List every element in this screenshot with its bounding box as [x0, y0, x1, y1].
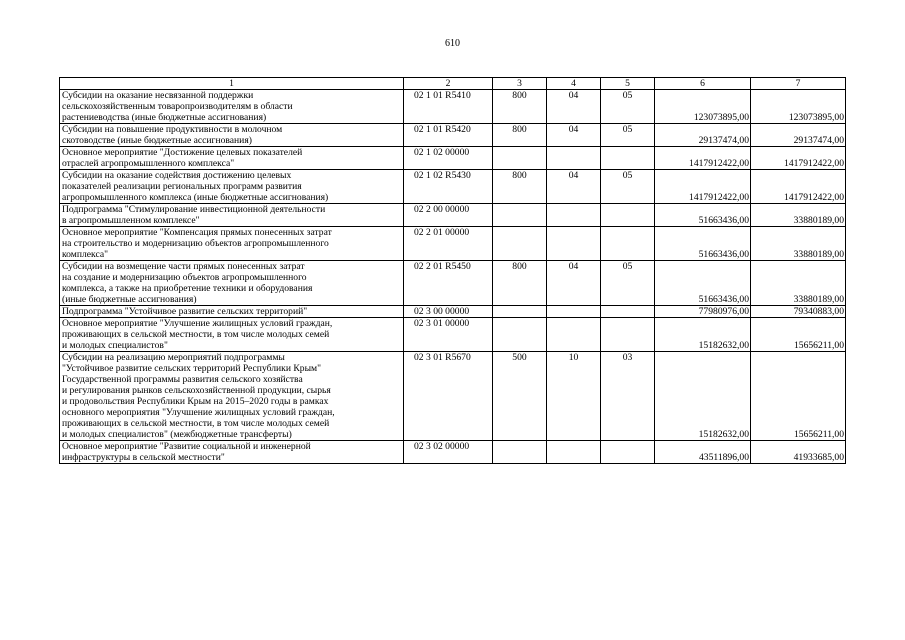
amount-year-2: 15656211,00	[751, 318, 846, 352]
section-code: 04	[547, 124, 601, 147]
description-line: и молодых специалистов"	[62, 340, 168, 351]
description-line: агропромышленного комплекса (иные бюджетные ассигнования)	[62, 192, 329, 203]
description-line: Субсидии на повышение продуктивности в молочном	[62, 124, 283, 135]
row-description	[60, 124, 404, 147]
amount-year-1: 123073895,00	[655, 90, 751, 124]
classification-code: 02 1 02 00000	[404, 147, 493, 170]
section-code	[547, 147, 601, 170]
header-col-4: 4	[547, 78, 601, 90]
row-description	[60, 306, 404, 318]
section-code	[547, 441, 601, 464]
description-line: Субсидии на возмещение части прямых понесенных затрат	[62, 261, 305, 272]
description-line: Субсидии на реализацию мероприятий подпрограммы	[62, 352, 285, 363]
section-code	[547, 204, 601, 227]
description-line: и молодых специалистов" (межбюджетные трансферты)	[62, 429, 292, 440]
description-line: Подпрограмма "Стимулирование инвестиционной деятельности	[62, 204, 326, 215]
amount-year-2: 41933685,00	[751, 441, 846, 464]
amount-year-1: 1417912422,00	[655, 147, 751, 170]
header-col-3: 3	[493, 78, 547, 90]
table-row	[60, 306, 846, 318]
description-line: Основное мероприятие "Достижение целевых показателей	[62, 147, 303, 158]
table-row	[60, 441, 846, 464]
classification-code: 02 1 01 R5420	[404, 124, 493, 147]
amount-year-2: 33880189,00	[751, 227, 846, 261]
expense-type-code	[493, 306, 547, 318]
row-description	[60, 147, 404, 170]
classification-code: 02 1 01 R5410	[404, 90, 493, 124]
description-line: проживающих в сельской местности, в том числе молодых семей	[62, 329, 330, 340]
description-line: (иные бюджетные ассигнования)	[62, 294, 197, 305]
subsection-code: 05	[601, 261, 655, 306]
header-col-1: 1	[60, 78, 404, 90]
amount-year-1: 15182632,00	[655, 352, 751, 441]
section-code: 10	[547, 352, 601, 441]
description-line: комплекса, а также на приобретение техники и оборудования	[62, 283, 313, 294]
row-description	[60, 170, 404, 204]
description-line: Субсидии на оказание несвязанной поддержки	[62, 90, 254, 101]
description-line: Подпрограмма "Устойчивое развитие сельских территорий"	[62, 306, 308, 317]
table-row	[60, 90, 846, 124]
table-row	[60, 124, 846, 147]
description-line: в агропромышленном комплексе"	[62, 215, 200, 226]
table-row	[60, 170, 846, 204]
subsection-code: 05	[601, 90, 655, 124]
row-description	[60, 318, 404, 352]
section-code: 04	[547, 90, 601, 124]
table-row	[60, 147, 846, 170]
amount-year-1: 1417912422,00	[655, 170, 751, 204]
subsection-code	[601, 227, 655, 261]
header-col-2: 2	[404, 78, 493, 90]
description-line: "Устойчивое развитие сельских территорий Республики Крым"	[62, 363, 322, 374]
classification-code: 02 3 00 00000	[404, 306, 493, 318]
amount-year-1: 77980976,00	[655, 306, 751, 318]
description-line: и продовольствия Республики Крым на 2015–2020 годы в рамках	[62, 396, 329, 407]
amount-year-2: 29137474,00	[751, 124, 846, 147]
description-line: Основное мероприятие "Улучшение жилищных условий граждан,	[62, 318, 333, 329]
description-line: основного мероприятия "Улучшение жилищных условий граждан,	[62, 407, 335, 418]
description-line: отраслей агропромышленного комплекса"	[62, 158, 235, 169]
expense-type-code	[493, 147, 547, 170]
table-row	[60, 227, 846, 261]
row-description	[60, 227, 404, 261]
description-line: сельскохозяйственным товаропроизводителям в области	[62, 101, 293, 112]
classification-code: 02 2 01 R5450	[404, 261, 493, 306]
subsection-code	[601, 306, 655, 318]
subsection-code	[601, 441, 655, 464]
amount-year-1: 51663436,00	[655, 261, 751, 306]
amount-year-1: 51663436,00	[655, 204, 751, 227]
row-description	[60, 352, 404, 441]
description-line: на строительство и модернизацию объектов агропромышленного	[62, 238, 329, 249]
description-line: проживающих в сельской местности, в том числе молодых семей	[62, 418, 330, 429]
header-col-6: 6	[655, 78, 751, 90]
header-col-7: 7	[751, 78, 846, 90]
amount-year-2: 33880189,00	[751, 204, 846, 227]
expense-type-code: 800	[493, 124, 547, 147]
subsection-code: 03	[601, 352, 655, 441]
description-line: Основное мероприятие "Развитие социальной и инженерной	[62, 441, 311, 452]
expense-type-code: 800	[493, 261, 547, 306]
expense-type-code: 800	[493, 90, 547, 124]
amount-year-2: 123073895,00	[751, 90, 846, 124]
subsection-code	[601, 204, 655, 227]
description-line: Основное мероприятие "Компенсация прямых понесенных затрат	[62, 227, 332, 238]
section-code: 04	[547, 261, 601, 306]
classification-code: 02 3 01 R5670	[404, 352, 493, 441]
classification-code: 02 3 02 00000	[404, 441, 493, 464]
subsection-code: 05	[601, 170, 655, 204]
page-number: 610	[445, 38, 460, 49]
description-line: Субсидии на оказание содействия достижению целевых	[62, 170, 292, 181]
description-line: и регулирования рынков сельскохозяйственной продукции, сырья	[62, 385, 331, 396]
amount-year-1: 43511896,00	[655, 441, 751, 464]
table-header-row	[60, 78, 846, 90]
amount-year-2: 33880189,00	[751, 261, 846, 306]
expense-type-code	[493, 441, 547, 464]
expense-type-code: 800	[493, 170, 547, 204]
subsection-code	[601, 147, 655, 170]
description-line: скотоводстве (иные бюджетные ассигнования)	[62, 135, 252, 146]
section-code: 04	[547, 170, 601, 204]
table-row	[60, 204, 846, 227]
expense-type-code	[493, 318, 547, 352]
amount-year-2: 15656211,00	[751, 352, 846, 441]
amount-year-2: 79340883,00	[751, 306, 846, 318]
budget-table	[59, 77, 846, 464]
subsection-code: 05	[601, 124, 655, 147]
description-line: на создание и модернизацию объектов агропромышленного	[62, 272, 307, 283]
amount-year-1: 51663436,00	[655, 227, 751, 261]
classification-code: 02 2 00 00000	[404, 204, 493, 227]
subsection-code	[601, 318, 655, 352]
description-line: растениеводства (иные бюджетные ассигнования)	[62, 112, 267, 123]
description-line: показателей реализации региональных программ развития	[62, 181, 302, 192]
description-line: Государственной программы развития сельского хозяйства	[62, 374, 303, 385]
amount-year-1: 15182632,00	[655, 318, 751, 352]
classification-code: 02 3 01 00000	[404, 318, 493, 352]
amount-year-2: 1417912422,00	[751, 170, 846, 204]
table-row	[60, 352, 846, 441]
expense-type-code	[493, 227, 547, 261]
classification-code: 02 2 01 00000	[404, 227, 493, 261]
row-description	[60, 204, 404, 227]
row-description	[60, 90, 404, 124]
expense-type-code: 500	[493, 352, 547, 441]
description-line: инфраструктуры в сельской местности"	[62, 452, 225, 463]
section-code	[547, 318, 601, 352]
table-row	[60, 318, 846, 352]
table-row	[60, 261, 846, 306]
header-col-5: 5	[601, 78, 655, 90]
amount-year-1: 29137474,00	[655, 124, 751, 147]
classification-code: 02 1 02 R5430	[404, 170, 493, 204]
description-line: комплекса"	[62, 249, 109, 260]
row-description	[60, 441, 404, 464]
row-description	[60, 261, 404, 306]
expense-type-code	[493, 204, 547, 227]
section-code	[547, 227, 601, 261]
section-code	[547, 306, 601, 318]
amount-year-2: 1417912422,00	[751, 147, 846, 170]
